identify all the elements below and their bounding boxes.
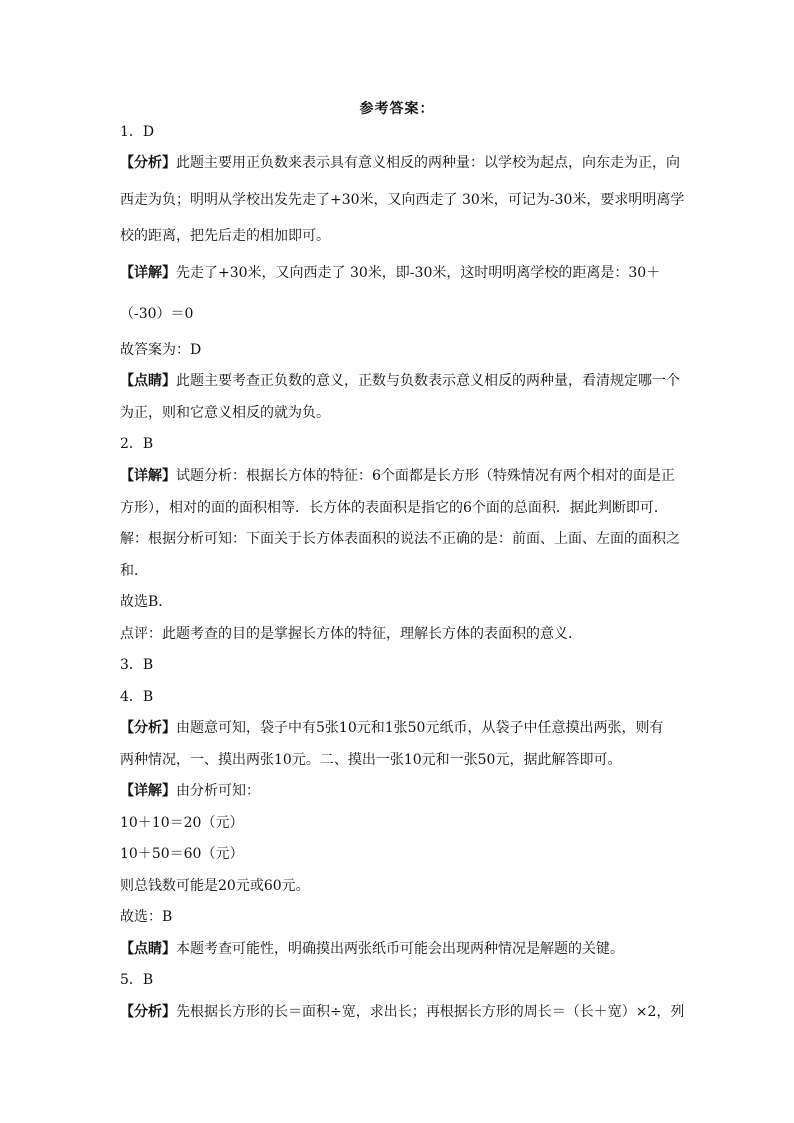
text-line xyxy=(120,780,680,802)
text-line xyxy=(120,497,680,519)
line-text: 此题主要用正负数来表示具有意义相反的两种量：以学校为起点，向东走为正，向 xyxy=(176,155,680,171)
text-line xyxy=(120,560,680,582)
text-line xyxy=(120,121,680,143)
line-text: 由分析可知： xyxy=(176,783,260,799)
text-line xyxy=(120,875,680,897)
text-line xyxy=(120,969,680,991)
line-text: 10＋10＝20（元） xyxy=(120,815,244,831)
line-text: 试题分析：根据长方体的特征：6个面都是长方形（特殊情况有两个相对的面是正 xyxy=(176,468,675,484)
line-text: 4．B xyxy=(120,689,154,705)
line-label: 【详解】 xyxy=(120,783,176,799)
text-line xyxy=(120,189,685,211)
text-line xyxy=(120,623,680,645)
line-label: 【分析】 xyxy=(120,155,176,171)
text-line xyxy=(120,528,680,550)
line-label: 【点睛】 xyxy=(120,941,176,957)
line-text: 点评：此题考查的目的是掌握长方体的特征，理解长方体的表面积的意义． xyxy=(120,626,582,642)
line-text: 故答案为：D xyxy=(120,342,202,358)
line-text: 由题意可知，袋子中有5张10元和1张50元纸币，从袋子中任意摸出两张，则有 xyxy=(176,720,664,736)
text-line xyxy=(120,433,680,455)
line-text: 故选B． xyxy=(120,594,173,610)
line-text: 先走了+30米，又向西走了 30米，即-30米，这时明明离学校的距离是：30＋ xyxy=(176,265,661,281)
line-text: 方形），相对的面的面积相等．长方体的表面积是指它的6个面的总面积．据此判断即可． xyxy=(120,500,668,516)
text-line xyxy=(120,152,680,174)
text-line xyxy=(120,465,680,487)
line-text: 10＋50＝60（元） xyxy=(120,846,244,862)
text-line xyxy=(120,686,680,708)
line-label: 【详解】 xyxy=(120,468,176,484)
line-text: 校的距离，把先后走的相加即可。 xyxy=(120,228,330,244)
line-text: 3．B xyxy=(120,657,154,673)
line-text: 本题考查可能性，明确摸出两张纸币可能会出现两种情况是解题的关键。 xyxy=(176,941,624,957)
text-line xyxy=(120,402,680,424)
line-text: 为正，则和它意义相反的就为负。 xyxy=(120,405,330,421)
line-text: （-30）＝0 xyxy=(120,306,194,322)
text-line xyxy=(120,370,680,392)
line-label: 【分析】 xyxy=(120,1004,176,1020)
line-text: 先根据长方形的长＝面积÷宽，求出长；再根据长方形的周长＝（长＋宽）×2，列 xyxy=(176,1004,685,1020)
line-text: 2．B xyxy=(120,436,154,452)
text-line xyxy=(120,843,680,865)
line-label: 【详解】 xyxy=(120,265,176,281)
text-line xyxy=(120,938,680,960)
text-line xyxy=(120,591,680,613)
text-line xyxy=(120,654,680,676)
line-text: 和． xyxy=(120,563,148,579)
text-line xyxy=(120,225,680,247)
text-line xyxy=(120,303,680,325)
text-line xyxy=(120,906,680,928)
line-label: 【分析】 xyxy=(120,720,176,736)
line-text: 5．B xyxy=(120,972,154,988)
line-text: 1．D xyxy=(120,124,155,140)
text-line xyxy=(120,749,680,771)
text-line xyxy=(120,262,680,284)
line-text: 西走为负；明明从学校出发先走了+30米，又向西走了 30米，可记为-30米，要求明明离学 xyxy=(120,192,685,208)
text-line xyxy=(120,812,680,834)
line-text: 此题主要考查正负数的意义，正数与负数表示意义相反的两种量，看清规定哪一个 xyxy=(176,373,680,389)
line-text: 故选：B xyxy=(120,909,173,925)
text-line xyxy=(120,717,680,739)
text-line xyxy=(120,339,680,361)
line-text: 则总钱数可能是20元或60元。 xyxy=(120,878,310,894)
text-line xyxy=(120,1001,685,1023)
line-text: 两种情况，一、摸出两张10元。二、摸出一张10元和一张50元，据此解答即可。 xyxy=(120,752,622,768)
page-title: 参考答案： xyxy=(359,101,435,117)
line-text: 解：根据分析可知：下面关于长方体表面积的说法不正确的是：前面、上面、左面的面积之 xyxy=(120,531,680,547)
line-label: 【点睛】 xyxy=(120,373,176,389)
